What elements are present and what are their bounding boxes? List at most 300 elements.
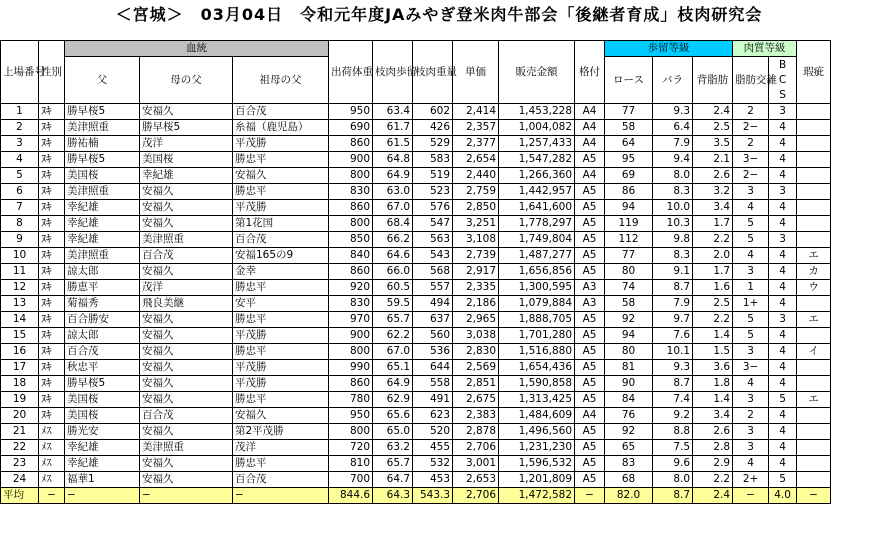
cell-dam-sire: 安福久 <box>140 472 233 488</box>
cell-fat: 1.5 <box>693 344 733 360</box>
cell-carcass: 453 <box>413 472 453 488</box>
cell-marbling: 4 <box>733 456 769 472</box>
header-sex: 性別 <box>39 41 65 104</box>
cell-grade: A5 <box>575 360 605 376</box>
cell-sales: 1,484,609 <box>499 408 575 424</box>
table-row <box>1 344 877 360</box>
cell-rib: 9.3 <box>653 104 693 120</box>
cell-sire: 美国桜 <box>65 408 140 424</box>
cell-carcass: 520 <box>413 424 453 440</box>
cell-marbling: 2+ <box>733 472 769 488</box>
cell-gdam-sire: 平茂勝 <box>233 200 329 216</box>
table-body <box>1 104 877 504</box>
cell-sex: ﾇｷ <box>39 344 65 360</box>
cell-lot: 18 <box>1 376 39 392</box>
header-defect: 瑕疵 <box>797 41 831 104</box>
cell-yield: 64.7 <box>373 472 413 488</box>
cell-bcs: 5 <box>769 472 797 488</box>
cell-defect: エ <box>797 248 831 264</box>
cell-gdam-sire: 平茂勝 <box>233 360 329 376</box>
cell-carcass: 543 <box>413 248 453 264</box>
cell-grade: A5 <box>575 424 605 440</box>
cell-defect <box>797 104 831 120</box>
cell-grade: A5 <box>575 184 605 200</box>
cell-sales: 1,313,425 <box>499 392 575 408</box>
cell-price: 2,654 <box>453 152 499 168</box>
cell-fat: 2.0 <box>693 248 733 264</box>
cell-sire: 美国桜 <box>65 392 140 408</box>
cell-fat: 2.8 <box>693 440 733 456</box>
cell-marbling: 3− <box>733 152 769 168</box>
cell-defect: エ <box>797 312 831 328</box>
cell-bcs: 4 <box>769 456 797 472</box>
cell-gdam-sire: 勝忠平 <box>233 312 329 328</box>
cell-marbling: 2− <box>733 168 769 184</box>
cell-carcass: 583 <box>413 152 453 168</box>
cell-gdam-sire: 安福久 <box>233 408 329 424</box>
cell-fat: 1.4 <box>693 328 733 344</box>
cell-defect <box>797 152 831 168</box>
cell-sire: 美国桜 <box>65 168 140 184</box>
cell-fat: 3.4 <box>693 408 733 424</box>
cell-loin: 82.0 <box>605 488 653 504</box>
page-title: ＜宮城＞ 03月04日 令和元年度JAみやぎ登米肉牛部会「後継者育成」枝肉研究会 <box>115 5 763 24</box>
cell-rib: 7.9 <box>653 296 693 312</box>
cell-sex: ﾇｷ <box>39 136 65 152</box>
cell-gdam-sire: − <box>233 488 329 504</box>
cell-defect <box>797 184 831 200</box>
cell-weight: 840 <box>329 248 373 264</box>
cell-lot: 16 <box>1 344 39 360</box>
table-row <box>1 376 877 392</box>
cell-dam-sire: 百合茂 <box>140 408 233 424</box>
cell-bcs: 4 <box>769 408 797 424</box>
cell-sales: 1,547,282 <box>499 152 575 168</box>
cell-bcs: 4 <box>769 424 797 440</box>
cell-sex: ﾇｷ <box>39 280 65 296</box>
cell-weight: 800 <box>329 168 373 184</box>
cell-carcass: 623 <box>413 408 453 424</box>
cell-defect: ウ <box>797 280 831 296</box>
cell-yield: 67.0 <box>373 200 413 216</box>
cell-loin: 58 <box>605 120 653 136</box>
cell-marbling: 3 <box>733 184 769 200</box>
cell-weight: 780 <box>329 392 373 408</box>
cell-dam-sire: 勝早桜5 <box>140 120 233 136</box>
cell-defect <box>797 472 831 488</box>
cell-sex: ﾒｽ <box>39 472 65 488</box>
cell-sex: − <box>39 488 65 504</box>
header-marbling: 脂肪交雑 <box>733 57 769 104</box>
cell-yield: 64.6 <box>373 248 413 264</box>
cell-weight: 860 <box>329 376 373 392</box>
cell-sex: ﾇｷ <box>39 152 65 168</box>
cell-gdam-sire: 平茂勝 <box>233 376 329 392</box>
cell-rib: 10.0 <box>653 200 693 216</box>
table-row <box>1 312 877 328</box>
cell-dam-sire: 安福久 <box>140 104 233 120</box>
cell-weight: 900 <box>329 152 373 168</box>
cell-rib: 7.5 <box>653 440 693 456</box>
cell-yield: 62.2 <box>373 328 413 344</box>
cell-price: 3,038 <box>453 328 499 344</box>
cell-weight: 690 <box>329 120 373 136</box>
cell-loin: 77 <box>605 248 653 264</box>
cell-price: 2,830 <box>453 344 499 360</box>
cell-gdam-sire: 勝忠平 <box>233 152 329 168</box>
cell-yield: 66.0 <box>373 264 413 280</box>
cell-marbling: 4 <box>733 376 769 392</box>
cell-grade: A4 <box>575 168 605 184</box>
cell-carcass: 644 <box>413 360 453 376</box>
cell-sales: 1,231,230 <box>499 440 575 456</box>
cell-dam-sire: 安福久 <box>140 392 233 408</box>
header-yield-grade: 歩留等級 <box>605 41 733 57</box>
cell-sex: ﾇｷ <box>39 312 65 328</box>
cell-weight: 920 <box>329 280 373 296</box>
cell-price: 2,965 <box>453 312 499 328</box>
cell-carcass: 560 <box>413 328 453 344</box>
cell-sales: 1,453,228 <box>499 104 575 120</box>
cell-bcs: 3 <box>769 232 797 248</box>
cell-sire: 勝早桜5 <box>65 152 140 168</box>
cell-lot: 23 <box>1 456 39 472</box>
cell-fat: 3.5 <box>693 136 733 152</box>
cell-defect <box>797 456 831 472</box>
cell-sales: 1,496,560 <box>499 424 575 440</box>
cell-fat: 3.6 <box>693 360 733 376</box>
cell-sales: 1,778,297 <box>499 216 575 232</box>
cell-lot: 19 <box>1 392 39 408</box>
cell-sex: ﾒｽ <box>39 424 65 440</box>
cell-bcs: 4 <box>769 328 797 344</box>
cell-yield: 66.2 <box>373 232 413 248</box>
cell-loin: 74 <box>605 280 653 296</box>
cell-fat: 1.8 <box>693 376 733 392</box>
cell-bcs: 4 <box>769 360 797 376</box>
cell-sire: 勝恵平 <box>65 280 140 296</box>
cell-bcs: 4 <box>769 248 797 264</box>
table-row <box>1 328 877 344</box>
cell-loin: 112 <box>605 232 653 248</box>
cell-price: 2,186 <box>453 296 499 312</box>
header-bcs-c: C <box>778 73 787 86</box>
cell-gdam-sire: 第1花国 <box>233 216 329 232</box>
cell-marbling: − <box>733 488 769 504</box>
cell-grade: − <box>575 488 605 504</box>
cell-bcs: 4 <box>769 216 797 232</box>
cell-sales: 1,656,856 <box>499 264 575 280</box>
cell-loin: 81 <box>605 360 653 376</box>
cell-sales: 1,701,280 <box>499 328 575 344</box>
cell-lot: 3 <box>1 136 39 152</box>
cell-grade: A4 <box>575 104 605 120</box>
cell-weight: 720 <box>329 440 373 456</box>
cell-lot: 20 <box>1 408 39 424</box>
cell-sex: ﾒｽ <box>39 440 65 456</box>
cell-grade: A4 <box>575 408 605 424</box>
cell-sire: 勝祐楠 <box>65 136 140 152</box>
cell-lot: 8 <box>1 216 39 232</box>
cell-sire: 美津照重 <box>65 120 140 136</box>
cell-bcs: 3 <box>769 104 797 120</box>
cell-loin: 119 <box>605 216 653 232</box>
cell-gdam-sire: 勝忠平 <box>233 184 329 200</box>
cell-marbling: 5 <box>733 216 769 232</box>
cell-sire: 諒太郎 <box>65 264 140 280</box>
cell-weight: 700 <box>329 472 373 488</box>
cell-carcass: 536 <box>413 344 453 360</box>
cell-price: 2,759 <box>453 184 499 200</box>
cell-carcass: 602 <box>413 104 453 120</box>
cell-yield: 62.9 <box>373 392 413 408</box>
cell-sales: 1,079,884 <box>499 296 575 312</box>
cell-fat: 2.6 <box>693 168 733 184</box>
cell-marbling: 2 <box>733 408 769 424</box>
cell-carcass: 532 <box>413 456 453 472</box>
cell-sire: 秋忠平 <box>65 360 140 376</box>
header-loin: ロース <box>605 57 653 104</box>
cell-loin: 84 <box>605 392 653 408</box>
cell-loin: 83 <box>605 456 653 472</box>
cell-grade: A5 <box>575 248 605 264</box>
cell-bcs: 4 <box>769 152 797 168</box>
cell-carcass: 543.3 <box>413 488 453 504</box>
cell-loin: 86 <box>605 184 653 200</box>
header-sales: 販売金額 <box>499 41 575 104</box>
cell-rib: 9.1 <box>653 264 693 280</box>
cell-yield: 63.4 <box>373 104 413 120</box>
cell-grade: A5 <box>575 392 605 408</box>
cell-yield: 64.9 <box>373 376 413 392</box>
cell-grade: A5 <box>575 376 605 392</box>
cell-fat: 3.2 <box>693 184 733 200</box>
cell-sex: ﾒｽ <box>39 456 65 472</box>
cell-loin: 76 <box>605 408 653 424</box>
cell-bcs: 4 <box>769 296 797 312</box>
cell-yield: 65.7 <box>373 456 413 472</box>
cell-sales: 1,300,595 <box>499 280 575 296</box>
cell-price: 2,383 <box>453 408 499 424</box>
cell-dam-sire: 安福久 <box>140 456 233 472</box>
cell-carcass: 563 <box>413 232 453 248</box>
cell-marbling: 2 <box>733 136 769 152</box>
header-fat: 背脂肪 <box>693 57 733 104</box>
cell-sire: − <box>65 488 140 504</box>
cell-sire: 福華1 <box>65 472 140 488</box>
cell-marbling: 4 <box>733 248 769 264</box>
cell-dam-sire: 茂洋 <box>140 280 233 296</box>
cell-yield: 64.3 <box>373 488 413 504</box>
cell-lot: 10 <box>1 248 39 264</box>
cell-yield: 64.9 <box>373 168 413 184</box>
cell-weight: 950 <box>329 408 373 424</box>
cell-price: 3,251 <box>453 216 499 232</box>
cell-grade: A5 <box>575 440 605 456</box>
cell-loin: 69 <box>605 168 653 184</box>
cell-price: 2,706 <box>453 440 499 456</box>
cell-gdam-sire: 勝忠平 <box>233 280 329 296</box>
cell-sire: 幸紀雄 <box>65 456 140 472</box>
cell-gdam-sire: 安福165の9 <box>233 248 329 264</box>
cell-bcs: 4 <box>769 264 797 280</box>
cell-defect: エ <box>797 392 831 408</box>
cell-loin: 64 <box>605 136 653 152</box>
cell-weight: 950 <box>329 104 373 120</box>
cell-bcs: 3 <box>769 184 797 200</box>
cell-weight: 830 <box>329 184 373 200</box>
header-dam-sire: 母の父 <box>140 57 233 104</box>
cell-sire: 幸紀雄 <box>65 440 140 456</box>
cell-defect <box>797 440 831 456</box>
cell-lot: 7 <box>1 200 39 216</box>
cell-sales: 1,257,433 <box>499 136 575 152</box>
cell-sire: 美津照重 <box>65 184 140 200</box>
table-row <box>1 408 877 424</box>
cell-fat: 1.7 <box>693 216 733 232</box>
cell-grade: A5 <box>575 328 605 344</box>
header-yield: 枝肉歩留 <box>373 41 413 104</box>
cell-grade: A5 <box>575 456 605 472</box>
cell-sex: ﾇｷ <box>39 184 65 200</box>
table-row <box>1 200 877 216</box>
cell-sire: 百合勝安 <box>65 312 140 328</box>
cell-carcass: 529 <box>413 136 453 152</box>
cell-weight: 860 <box>329 136 373 152</box>
cell-defect <box>797 232 831 248</box>
table-row <box>1 264 877 280</box>
cell-yield: 65.6 <box>373 408 413 424</box>
cell-loin: 80 <box>605 264 653 280</box>
cell-gdam-sire: 平茂勝 <box>233 136 329 152</box>
cell-dam-sire: 安福久 <box>140 312 233 328</box>
cell-grade: A5 <box>575 472 605 488</box>
cell-grade: A5 <box>575 200 605 216</box>
cell-lot: 2 <box>1 120 39 136</box>
cell-rib: 7.9 <box>653 136 693 152</box>
cell-dam-sire: 美国桜 <box>140 152 233 168</box>
header-rib: バラ <box>653 57 693 104</box>
cell-fat: 2.1 <box>693 152 733 168</box>
cell-gdam-sire: 第2平茂勝 <box>233 424 329 440</box>
cell-price: 2,440 <box>453 168 499 184</box>
cell-defect <box>797 136 831 152</box>
table-row <box>1 456 877 472</box>
cell-defect <box>797 424 831 440</box>
cell-rib: 8.3 <box>653 184 693 200</box>
cell-lot: 13 <box>1 296 39 312</box>
cell-sex: ﾇｷ <box>39 216 65 232</box>
cell-sex: ﾇｷ <box>39 392 65 408</box>
cell-yield: 63.2 <box>373 440 413 456</box>
cell-yield: 65.1 <box>373 360 413 376</box>
cell-lot: 14 <box>1 312 39 328</box>
cell-carcass: 576 <box>413 200 453 216</box>
cell-marbling: 3 <box>733 392 769 408</box>
header-price: 単価 <box>453 41 499 104</box>
cell-marbling: 4 <box>733 200 769 216</box>
cell-rib: 7.6 <box>653 328 693 344</box>
cell-price: 3,001 <box>453 456 499 472</box>
cell-grade: A3 <box>575 280 605 296</box>
table-row <box>1 152 877 168</box>
cell-yield: 59.5 <box>373 296 413 312</box>
cell-fat: 1.7 <box>693 264 733 280</box>
cell-avg-label: 平均 <box>1 488 39 504</box>
cell-marbling: 3 <box>733 440 769 456</box>
cell-fat: 2.2 <box>693 472 733 488</box>
table-row <box>1 136 877 152</box>
cell-sales: 1,749,804 <box>499 232 575 248</box>
cell-bcs: 4 <box>769 440 797 456</box>
cell-sales: 1,472,582 <box>499 488 575 504</box>
cell-defect <box>797 216 831 232</box>
cell-sire: 百合茂 <box>65 344 140 360</box>
cell-weight: 860 <box>329 200 373 216</box>
cell-weight: 800 <box>329 344 373 360</box>
cell-fat: 2.6 <box>693 424 733 440</box>
cell-dam-sire: 安福久 <box>140 184 233 200</box>
header-quality-grade: 肉質等級 <box>733 41 797 57</box>
table-row <box>1 232 877 248</box>
header-weight: 出荷体重 <box>329 41 373 104</box>
cell-loin: 95 <box>605 152 653 168</box>
cell-carcass: 523 <box>413 184 453 200</box>
cell-yield: 65.0 <box>373 424 413 440</box>
cell-sales: 1,596,532 <box>499 456 575 472</box>
cell-lot: 17 <box>1 360 39 376</box>
cell-sire: 菊福秀 <box>65 296 140 312</box>
cell-defect: イ <box>797 344 831 360</box>
cell-price: 2,414 <box>453 104 499 120</box>
cell-grade: A5 <box>575 344 605 360</box>
cell-yield: 65.7 <box>373 312 413 328</box>
cell-sales: 1,201,809 <box>499 472 575 488</box>
header-bcs-b: B <box>778 58 787 71</box>
header-lot: 上場番号 <box>1 41 39 104</box>
cell-gdam-sire: 糸福（鹿児島） <box>233 120 329 136</box>
cell-sex: ﾇｷ <box>39 360 65 376</box>
table-row <box>1 248 877 264</box>
cell-grade: A5 <box>575 216 605 232</box>
cell-fat: 1.4 <box>693 392 733 408</box>
cell-sire: 勝早桜5 <box>65 376 140 392</box>
cell-sex: ﾇｷ <box>39 104 65 120</box>
cell-price: 2,357 <box>453 120 499 136</box>
cell-loin: 68 <box>605 472 653 488</box>
header-carcass: 枝肉重量 <box>413 41 453 104</box>
cell-weight: 810 <box>329 456 373 472</box>
cell-dam-sire: 安福久 <box>140 264 233 280</box>
header-sire: 父 <box>65 57 140 104</box>
cell-bcs: 5 <box>769 392 797 408</box>
cell-price: 2,851 <box>453 376 499 392</box>
cell-grade: A4 <box>575 120 605 136</box>
cell-fat: 3.4 <box>693 200 733 216</box>
cell-price: 2,335 <box>453 280 499 296</box>
table-row <box>1 440 877 456</box>
cell-dam-sire: 飛良美継 <box>140 296 233 312</box>
cell-marbling: 2 <box>733 104 769 120</box>
table-row <box>1 216 877 232</box>
cell-fat: 2.4 <box>693 488 733 504</box>
cell-rib: 8.0 <box>653 168 693 184</box>
cell-carcass: 637 <box>413 312 453 328</box>
table-row <box>1 392 877 408</box>
cell-defect <box>797 376 831 392</box>
cell-defect <box>797 408 831 424</box>
cell-sex: ﾇｷ <box>39 248 65 264</box>
